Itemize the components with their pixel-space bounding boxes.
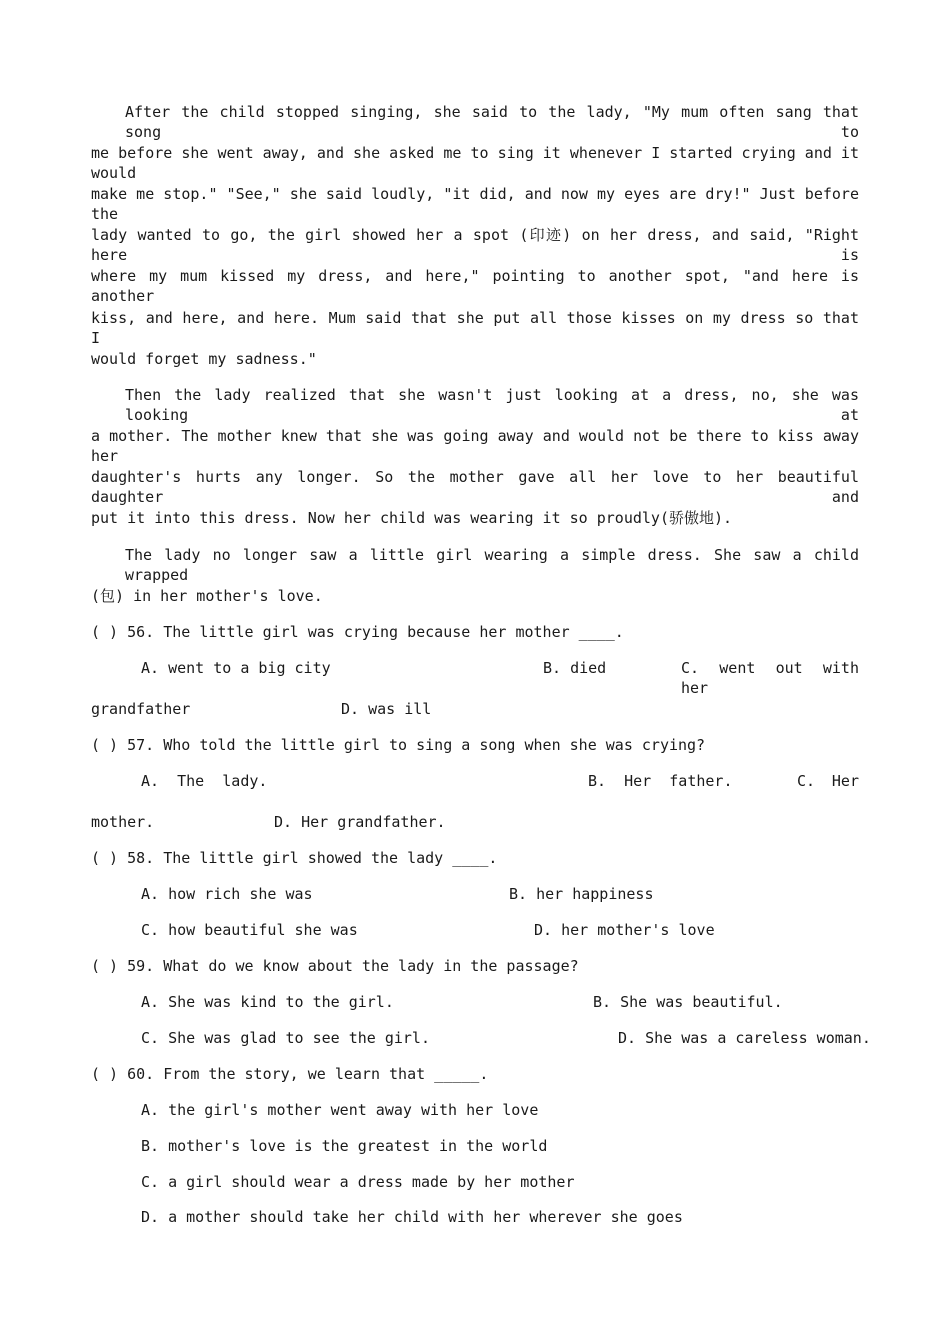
question-60-option-c[interactable]: C. a girl should wear a dress made by her mother: [141, 1173, 575, 1191]
question-58-option-c[interactable]: C. how beautiful she was: [141, 921, 358, 939]
question-59-option-b[interactable]: B. She was beautiful.: [593, 993, 783, 1011]
question-57-option-a[interactable]: A. The lady.: [141, 772, 268, 790]
question-58-option-d[interactable]: D. her mother's love: [534, 921, 715, 939]
passage-line: put it into this dress. Now her child was wearing it so proudly(骄傲地).: [91, 509, 733, 527]
passage-line: make me stop." "See," she said loudly, "it did, and now my eyes are dry!" Just before the: [91, 185, 859, 223]
question-57-option-b[interactable]: B. Her father.: [588, 772, 733, 790]
question-60-option-d[interactable]: D. a mother should take her child with her wherever she goes: [141, 1208, 683, 1226]
question-56-option-a[interactable]: A. went to a big city: [141, 659, 331, 677]
question-59-option-a[interactable]: A. She was kind to the girl.: [141, 993, 394, 1011]
passage-line: (包) in her mother's love.: [91, 587, 323, 605]
passage-line: Then the lady realized that she wasn't just looking at a dress, no, she was looking at: [125, 386, 859, 424]
question-59-stem: ( ) 59. What do we know about the lady in the passage?: [91, 957, 579, 975]
question-56-option-c[interactable]: C. went out with her: [681, 659, 859, 697]
passage-line: daughter's hurts any longer. So the mother gave all her love to her beautiful daughter and: [91, 468, 859, 506]
question-56-option-d[interactable]: D. was ill: [341, 700, 432, 718]
question-57-stem: ( ) 57. Who told the little girl to sing a song when she was crying?: [91, 736, 706, 754]
question-58-option-b[interactable]: B. her happiness: [509, 885, 654, 903]
question-60-stem: ( ) 60. From the story, we learn that _____.: [91, 1065, 489, 1083]
passage-line: where my mum kissed my dress, and here," pointing to another spot, "and here is another: [91, 267, 859, 305]
question-56-stem: ( ) 56. The little girl was crying because her mother ____.: [91, 623, 624, 641]
question-60-option-a[interactable]: A. the girl's mother went away with her love: [141, 1101, 539, 1119]
question-57-option-d[interactable]: D. Her grandfather.: [274, 813, 446, 831]
question-56-option-b[interactable]: B. died: [543, 659, 607, 677]
passage-line: lady wanted to go, the girl showed her a spot (印迹) on her dress, and said, "Right here is: [91, 226, 859, 264]
passage-line: After the child stopped singing, she said to the lady, "My mum often sang that song to: [125, 103, 859, 141]
question-57-option-c-cont: mother.: [91, 813, 155, 831]
question-57-option-c[interactable]: C. Her: [797, 772, 859, 790]
passage-line: would forget my sadness.": [91, 350, 317, 368]
passage-line: The lady no longer saw a little girl wearing a simple dress. She saw a child wrapped: [125, 546, 859, 584]
passage-line: kiss, and here, and here. Mum said that she put all those kisses on my dress so that I: [91, 309, 859, 347]
question-60-option-b[interactable]: B. mother's love is the greatest in the world: [141, 1137, 548, 1155]
passage-line: a mother. The mother knew that she was going away and would not be there to kiss away her: [91, 427, 859, 465]
question-58-option-a[interactable]: A. how rich she was: [141, 885, 313, 903]
question-59-option-d[interactable]: D. She was a careless woman.: [618, 1029, 871, 1047]
question-56-option-c-cont: grandfather: [91, 700, 191, 718]
question-59-option-c[interactable]: C. She was glad to see the girl.: [141, 1029, 430, 1047]
passage-line: me before she went away, and she asked me to sing it whenever I started crying and it would: [91, 144, 859, 182]
question-58-stem: ( ) 58. The little girl showed the lady ____.: [91, 849, 498, 867]
